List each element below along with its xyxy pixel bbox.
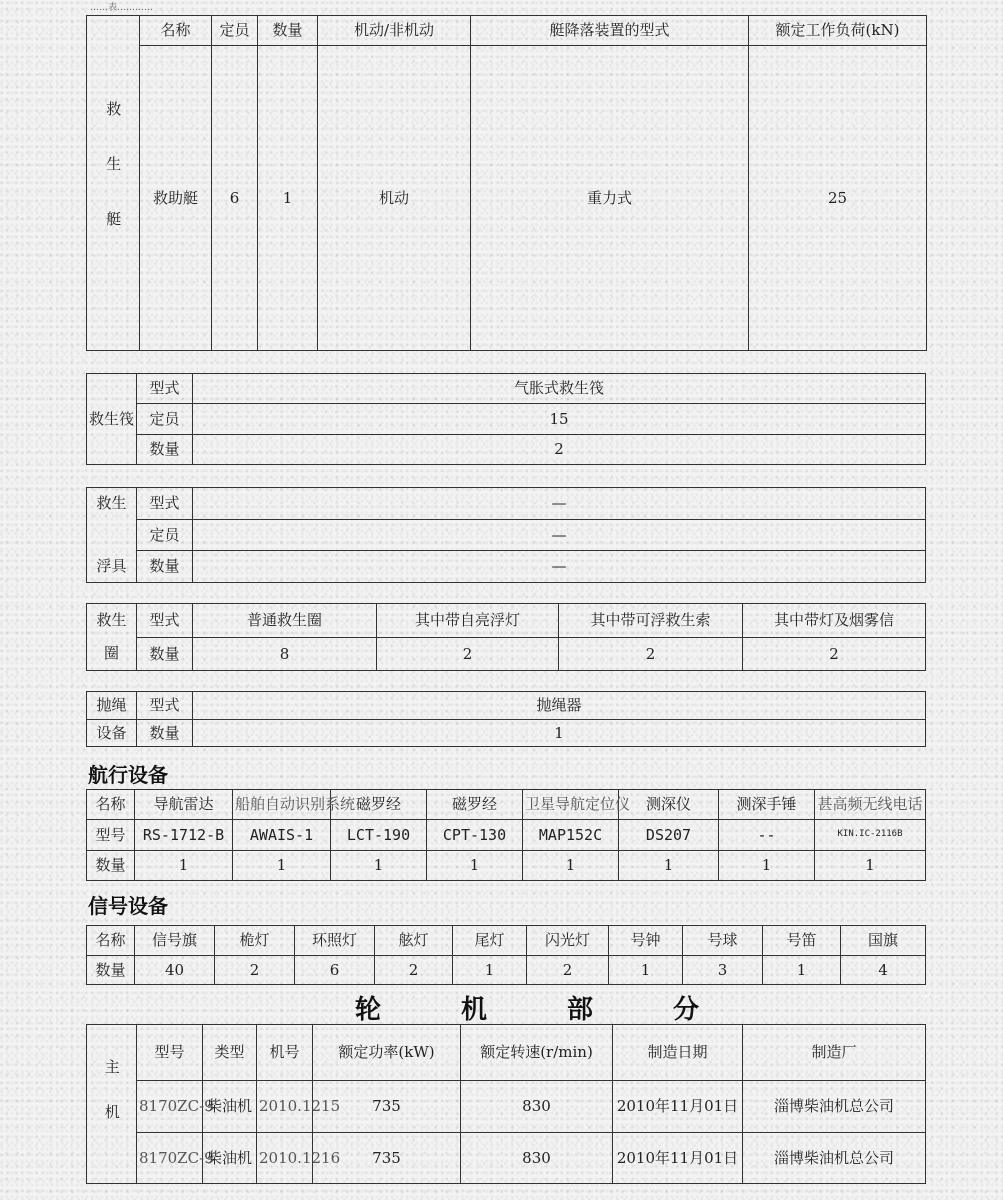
lifeboat-header: 艇降落装置的型式: [471, 16, 749, 46]
engine-cell: 淄博柴油机总公司: [743, 1132, 926, 1184]
buoyant-row-value: —: [193, 488, 926, 520]
lifebuoy-type: 其中带可浮救生索: [559, 604, 743, 638]
nav-name: 磁罗经: [427, 790, 523, 820]
nav-qty: 1: [427, 850, 523, 880]
lifebuoy-side-label-top: 救生: [87, 604, 137, 638]
buoyant-side-label-gap: [87, 519, 137, 551]
lifeboat-header: 机动/非机动: [318, 16, 471, 46]
liferaft-row-label: 定员: [137, 404, 193, 434]
liferaft-row-label: 型式: [137, 374, 193, 404]
signal-table: [86, 925, 926, 985]
signal-qty: 2: [215, 955, 295, 985]
buoyant-row-value: —: [193, 551, 926, 583]
signal-name: 舷灯: [375, 926, 453, 956]
engine-header: 制造日期: [613, 1025, 743, 1081]
lifeboat-cell: 1: [258, 46, 318, 351]
nav-model: MAP152C: [523, 820, 619, 850]
engine-cell: 2010年11月01日: [613, 1132, 743, 1184]
nav-name: 测深手锤: [719, 790, 815, 820]
engine-header: 额定功率(kW): [313, 1025, 461, 1081]
liferaft-side-label: 救生筏: [87, 374, 137, 465]
lifebuoy-qty: 8: [193, 637, 377, 671]
engine-cell: 735: [313, 1081, 461, 1133]
nav-qty: 1: [523, 850, 619, 880]
buoyant-side-label-top: 救生: [87, 488, 137, 520]
line-throwing-side-label-bottom: 设备: [87, 719, 137, 747]
lifeboat-table: [86, 15, 926, 351]
main-engine-table: [86, 1024, 926, 1184]
signal-qty: 1: [609, 955, 683, 985]
engine-cell: 柴油机: [203, 1132, 257, 1184]
lifeboat-header: 名称: [140, 16, 212, 46]
line-throwing-table: [86, 691, 926, 747]
nav-model: AWAIS-1: [233, 820, 331, 850]
engine-cell: 735: [313, 1132, 461, 1184]
engine-header: 型号: [137, 1025, 203, 1081]
lifeboat-cell: 6: [212, 46, 258, 351]
nav-name: 磁罗经: [331, 790, 427, 820]
nav-name: 甚高频无线电话: [815, 790, 926, 820]
buoyant-apparatus-table: [86, 487, 926, 583]
engine-section-title: 轮机部分: [355, 995, 780, 1025]
main-engine-side-label: 主机: [87, 1025, 137, 1184]
liferaft-row-value: 气胀式救生筏: [193, 374, 926, 404]
lifebuoy-qty-label: 数量: [137, 637, 193, 671]
buoyant-row-label: 定员: [137, 519, 193, 551]
engine-cell: 8170ZC-9: [137, 1081, 203, 1133]
lifebuoy-type-label: 型式: [137, 604, 193, 638]
lifebuoy-qty: 2: [559, 637, 743, 671]
nav-qty: 1: [815, 850, 926, 880]
nav-qty: 1: [331, 850, 427, 880]
signal-qty: 3: [683, 955, 763, 985]
nav-model: RS-1712-B: [135, 820, 233, 850]
engine-cell: 柴油机: [203, 1081, 257, 1133]
nav-qty: 1: [233, 850, 331, 880]
signal-qty: 2: [527, 955, 609, 985]
nav-row-label: 数量: [87, 850, 135, 880]
liferaft-table: [86, 373, 926, 465]
signal-qty: 2: [375, 955, 453, 985]
engine-cell: 2010.1216: [257, 1132, 313, 1184]
signal-name: 号球: [683, 926, 763, 956]
signal-qty: 1: [453, 955, 527, 985]
liferaft-row-value: 2: [193, 434, 926, 464]
signal-row-label: 名称: [87, 926, 135, 956]
signal-row-label: 数量: [87, 955, 135, 985]
nav-qty: 1: [719, 850, 815, 880]
lifeboat-header: 数量: [258, 16, 318, 46]
line-throwing-row-label: 数量: [137, 719, 193, 747]
signal-name: 号笛: [763, 926, 841, 956]
signal-qty: 1: [763, 955, 841, 985]
nav-qty: 1: [135, 850, 233, 880]
signal-qty: 6: [295, 955, 375, 985]
lifeboat-side-label: 救生艇: [87, 16, 140, 351]
engine-cell: 830: [461, 1081, 613, 1133]
lifebuoy-type: 普通救生圈: [193, 604, 377, 638]
line-throwing-side-label-top: 抛绳: [87, 692, 137, 720]
lifeboat-cell: 25: [749, 46, 927, 351]
signal-qty: 40: [135, 955, 215, 985]
header-fragment: ……表…………: [90, 3, 154, 13]
lifebuoy-qty: 2: [743, 637, 926, 671]
nav-model: DS207: [619, 820, 719, 850]
signal-title: 信号设备: [88, 894, 168, 918]
engine-header: 制造厂: [743, 1025, 926, 1081]
signal-name: 桅灯: [215, 926, 295, 956]
engine-cell: 2010年11月01日: [613, 1081, 743, 1133]
lifebuoy-qty: 2: [377, 637, 559, 671]
engine-header: 机号: [257, 1025, 313, 1081]
liferaft-row-value: 15: [193, 404, 926, 434]
nav-name: 船舶自动识别系统: [233, 790, 331, 820]
nav-name: 卫星导航定位仪: [523, 790, 619, 820]
navigation-table: [86, 789, 926, 881]
buoyant-row-label: 型式: [137, 488, 193, 520]
lifeboat-cell: 救助艇: [140, 46, 212, 351]
buoyant-row-value: —: [193, 519, 926, 551]
lifeboat-header: 额定工作负荷(kN): [749, 16, 927, 46]
buoyant-row-label: 数量: [137, 551, 193, 583]
lifeboat-header: 定员: [212, 16, 258, 46]
nav-model: --: [719, 820, 815, 850]
engine-cell: 2010.1215: [257, 1081, 313, 1133]
nav-name: 测深仪: [619, 790, 719, 820]
lifeboat-cell: 重力式: [471, 46, 749, 351]
engine-header: 类型: [203, 1025, 257, 1081]
nav-row-label: 型号: [87, 820, 135, 850]
signal-name: 国旗: [841, 926, 926, 956]
engine-header: 额定转速(r/min): [461, 1025, 613, 1081]
lifebuoy-side-label-bottom: 圈: [87, 637, 137, 671]
signal-name: 号钟: [609, 926, 683, 956]
buoyant-side-label-bottom: 浮具: [87, 551, 137, 583]
lifebuoy-table: [86, 603, 926, 671]
liferaft-row-label: 数量: [137, 434, 193, 464]
nav-model: CPT-130: [427, 820, 523, 850]
signal-name: 信号旗: [135, 926, 215, 956]
signal-qty: 4: [841, 955, 926, 985]
nav-model: KIN.IC-2116B: [815, 820, 926, 850]
line-throwing-row-value: 抛绳器: [193, 692, 926, 720]
lifeboat-cell: 机动: [318, 46, 471, 351]
line-throwing-row-label: 型式: [137, 692, 193, 720]
engine-cell: 8170ZC-9: [137, 1132, 203, 1184]
nav-qty: 1: [619, 850, 719, 880]
nav-model: LCT-190: [331, 820, 427, 850]
line-throwing-row-value: 1: [193, 719, 926, 747]
navigation-title: 航行设备: [88, 763, 168, 787]
engine-cell: 830: [461, 1132, 613, 1184]
signal-name: 环照灯: [295, 926, 375, 956]
engine-cell: 淄博柴油机总公司: [743, 1081, 926, 1133]
nav-name: 导航雷达: [135, 790, 233, 820]
signal-name: 尾灯: [453, 926, 527, 956]
lifebuoy-type: 其中带灯及烟雾信: [743, 604, 926, 638]
nav-row-label: 名称: [87, 790, 135, 820]
signal-name: 闪光灯: [527, 926, 609, 956]
lifebuoy-type: 其中带自亮浮灯: [377, 604, 559, 638]
